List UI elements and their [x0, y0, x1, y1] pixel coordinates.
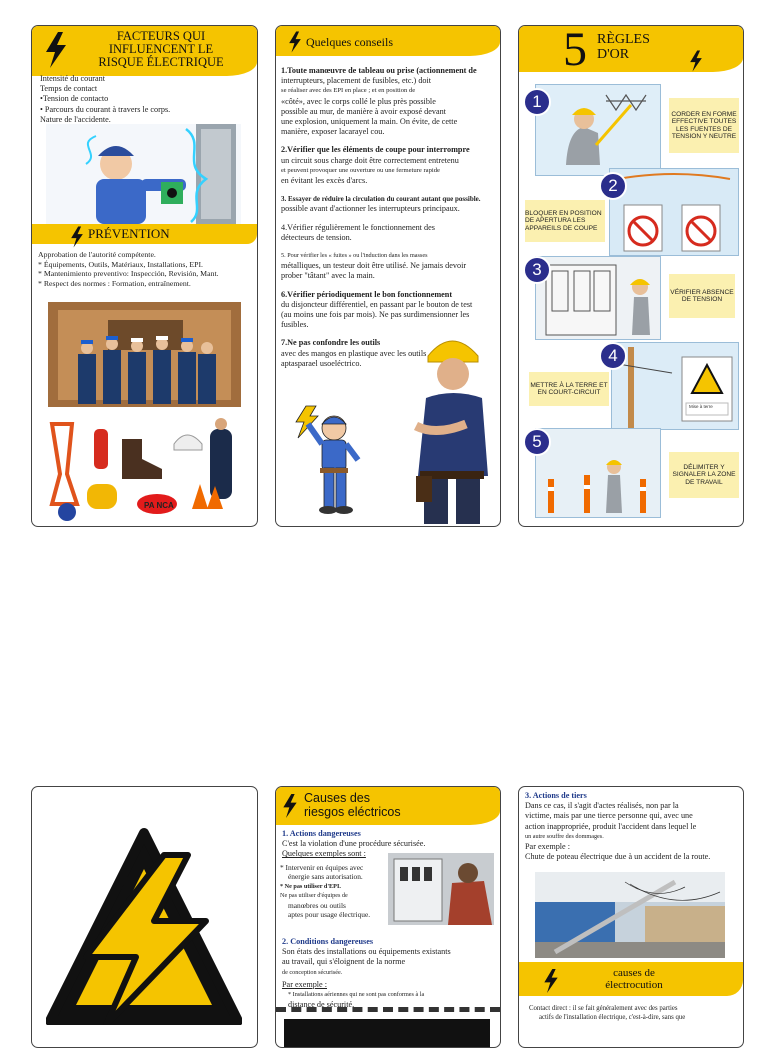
golden-rules-title: RÈGLES D'OR — [597, 32, 650, 62]
lightning-bolt-icon — [288, 31, 302, 53]
advice-item-1: 1.Toute manœuvre de tableau ou prise (actionnement de interrupteurs, placement de fusibles, etc.) doit se réaliser avec des EPI en place ; et en position de «côté», avec le corps collé le plus près possible possible au mur, de manière à avoir exposé devant une explosion, uniquement la main. On évite, de cette manière, exposer lacarayel cou. — [281, 66, 477, 137]
high-voltage-warning-icon — [46, 825, 242, 1025]
rule-4-callout: METTRE À LA TERRE ET EN COURT-CIRCUIT — [529, 372, 609, 406]
advice-item-6: 6.Vérifier périodiquement le bon fonctionnement du disjoncteur différentiel, en passant par le bouton de test (au moins une fois par mois). Ne pas surdimensionner les fusibles. — [281, 289, 473, 330]
prevention-title: PRÉVENTION — [88, 226, 170, 241]
panel-golden-rules — [518, 25, 744, 527]
lightning-bolt-icon — [689, 50, 703, 72]
rule-1-illustration — [535, 84, 661, 176]
worker-hardhat-photo — [406, 326, 498, 524]
advice-item-2: 2.Vérifier que les éléments de coupe pour interrompre un circuit sous charge doit être correctement entretenu et peuvent provoquer une ouverture ou une fermeture rapide en évitant les excès d'arcs. — [281, 145, 470, 186]
panel-electrical-risk-causes — [275, 786, 501, 1048]
svg-text:PA NCA: PA NCA — [144, 501, 174, 510]
rule-2-callout: BLOQUER EN POSITION DE APERTURA LES APPAREILS DE COUPE — [525, 200, 605, 242]
risk-factors-list: Intensité du courant Temps de contact •Tension de contacto • Parcours du courant à travers le corps. Nature de l'accidente. — [40, 74, 171, 124]
dangerous-actions-section: 1. Actions dangereuses C'est la violation d'une procédure sécurisée. Quelques exemples sont : — [282, 829, 426, 859]
rule-5-badge: 5 — [523, 428, 551, 456]
technician-panel-photo — [388, 853, 494, 925]
dashed-separator — [276, 1007, 500, 1018]
lightning-bolt-icon — [44, 32, 68, 68]
panel-risk-factors — [31, 25, 258, 527]
rule-3-illustration — [535, 256, 661, 340]
advice-item-4: 4.Vérifier régulièrement le fonctionnement des détecteurs de tension. — [281, 222, 435, 242]
lightning-bolt-icon — [282, 794, 298, 818]
lightning-bolt-icon — [70, 226, 84, 248]
third-party-actions-section: 3. Actions de tiers Dans ce cas, il s'agit d'actes réalisés, non par la victime, mais par une tierce personne qui, avec une action inappropriée, produit l'accident dans lequel le un autre souffre des dommages. Par exemple : Chute de poteau électrique due à un accident de la route. — [525, 791, 711, 862]
rule-5-illustration — [535, 428, 661, 518]
team-photo — [48, 302, 241, 407]
electrician-shock-illustration — [46, 124, 241, 224]
cartoon-electrician-illustration — [288, 394, 378, 522]
direct-contact-text: Contact direct : il se fait généralement avec des parties actifs de l'installation électrique, c'est-à-dire, sans que — [529, 1005, 686, 1021]
rule-4-sign-text: Mise à terre — [689, 404, 713, 409]
panel-advice — [275, 25, 501, 527]
dangerous-actions-list: * Intervenir en équipes avec énergie sans autorisation. * Ne pas utiliser d'EPI. Ne pas utiliser d'équipes de manœbres ou outils aptes pour usage électrique. — [280, 863, 371, 920]
advice-item-7: 7.Ne pas confondre les outils avec des mangos en plastique avec les outils aptasparael usoeléctrico. — [281, 338, 427, 368]
rule-3-badge: 3 — [523, 256, 551, 284]
electrocution-causes-title: causes de électrocution — [605, 967, 663, 991]
rule-1-badge: 1 — [523, 88, 551, 116]
golden-rules-number: 5 — [563, 25, 587, 76]
fallen-pole-photo — [535, 872, 725, 958]
risk-causes-title: Causes des riesgos eléctricos — [304, 791, 401, 819]
risk-factors-title: FACTEURS QUI INFLUENCENT LE RISQUE ÉLECTRIQUE — [98, 29, 224, 69]
panel-warning-cover — [31, 786, 258, 1048]
ppe-equipment-collage — [42, 414, 250, 522]
advice-title: Quelques conseils — [306, 35, 393, 49]
bottom-image-strip — [284, 1019, 490, 1048]
prevention-list: Approbation de l'autorité compétente. * Équipements, Outils, Matériaux, Installations, EPI. * Mantenimiento preventivo: Inspección, Revisión, Mant. * Respect des normes : Formation, entraînement. — [38, 250, 219, 288]
panel-third-party-actions — [518, 786, 744, 1048]
lightning-bolt-icon — [543, 969, 559, 993]
advice-item-3: 3. Essayer de réduire la circulation du courant autant que possible. possible avant d'actionner les interrupteurs principaux. — [281, 195, 481, 214]
rule-2-badge: 2 — [599, 172, 627, 200]
rule-1-callout: CORDER EN FORME EFFECTIVE TOUTES LES FUENTES DE TENSION Y NEUTRE — [669, 98, 739, 153]
rule-5-callout: DÉLIMITER Y SIGNALER LA ZONE DE TRAVAIL — [669, 452, 739, 498]
rule-3-callout: VÉRIFIER ABSENCE DE TENSION — [669, 274, 735, 318]
advice-list — [281, 66, 499, 369]
advice-item-5: 5. Pour vérifier les « fuites » ou l'induction dans les masses métalliques, un testeur doit être utilisé. Ne jamais devoir prober "tâtant" avec la main. — [281, 252, 467, 281]
rule-2-illustration — [609, 168, 739, 256]
rule-4-badge: 4 — [599, 342, 627, 370]
dangerous-conditions-section: 2. Conditions dangereuses Son états des installations ou équipements existants au travail, qui s'éloignent de la norme de conception sécurisée. Par exemple : * Installations aériennes qui ne sont pas conformes à la distance de sécurité. — [282, 937, 451, 1010]
rule-4-illustration — [611, 342, 739, 430]
